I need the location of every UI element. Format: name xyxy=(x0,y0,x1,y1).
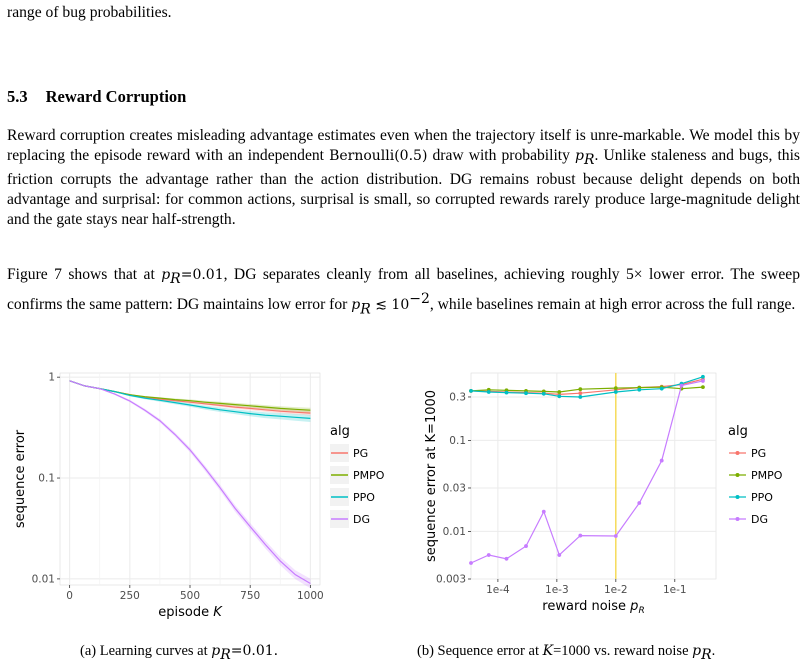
y-tick-label: 0.1 xyxy=(38,472,55,485)
series-point-ppo xyxy=(505,391,509,395)
series-point-ppo xyxy=(578,395,582,399)
legend-key-point-ppo xyxy=(736,495,740,499)
y-tick-label: 0.01 xyxy=(442,525,466,538)
legend-label-pmpo: PMPO xyxy=(353,469,385,482)
series-point-dg xyxy=(557,553,561,557)
series-point-pmpo xyxy=(578,387,582,391)
caption-b-sub: R xyxy=(701,646,712,663)
y-tick-label: 0.01 xyxy=(31,573,55,586)
x-tick-label: 750 xyxy=(240,590,261,602)
paragraph-1 xyxy=(7,126,800,230)
p2-eq: =0.01 xyxy=(180,267,224,283)
section-title: Reward Corruption xyxy=(45,87,187,106)
caption-b-post: . xyxy=(711,643,716,659)
series-point-dg xyxy=(614,534,618,538)
legend-key-point-pmpo xyxy=(736,473,740,477)
p2-exponent: −2 xyxy=(409,291,430,308)
legend-key-point-dg xyxy=(736,517,740,521)
p2-p-sub: R xyxy=(170,271,181,288)
x-axis-label-text: episode xyxy=(158,605,214,620)
x-tick-label: 1000 xyxy=(297,590,324,602)
series-point-ppo xyxy=(487,390,491,394)
caption-b-p: p xyxy=(692,643,702,659)
x-tick-label: 0 xyxy=(66,590,73,602)
x-axis-label-symbol: K xyxy=(213,605,222,620)
series-point-dg xyxy=(524,544,528,548)
legend-label-pg: PG xyxy=(353,447,369,460)
x-axis-label xyxy=(542,599,644,616)
series-point-dg xyxy=(505,557,509,561)
x-axis-label-symbol: p xyxy=(630,599,639,614)
series-point-pmpo xyxy=(614,386,618,390)
legend-key-point-pg xyxy=(736,451,740,455)
paragraph-2 xyxy=(7,265,800,319)
p1-text-b: draw with probability xyxy=(427,147,575,164)
y-tick-label: 0.3 xyxy=(449,391,466,404)
y-tick-label: 0.003 xyxy=(435,573,466,586)
series-point-dg xyxy=(578,534,582,538)
learning-curves-chart xyxy=(0,360,400,625)
x-axis-label-text: reward noise xyxy=(542,599,631,614)
section-heading xyxy=(7,87,186,107)
series-point-dg xyxy=(487,553,491,557)
series-point-dg xyxy=(469,561,473,565)
p2-text-a: Figure 7 shows that at xyxy=(7,266,162,283)
section-number: 5.3 xyxy=(7,87,28,106)
caption-a-sub: R xyxy=(220,646,231,663)
x-tick-label: 1e-2 xyxy=(604,584,628,596)
series-point-ppo xyxy=(542,392,546,396)
series-point-ppo xyxy=(614,390,618,394)
figure-b xyxy=(408,360,808,625)
p1-p-symbol: p xyxy=(575,148,584,164)
p2-text-b: , DG separates cleanly from all baselines, achieving roughly 5× lower error. The sweep confirms the same pattern: DG maintains low error for xyxy=(7,266,800,314)
p1-bernoulli: Bernoulli(0.5) xyxy=(329,148,428,164)
figure-a xyxy=(0,360,400,625)
legend-label-ppo: PPO xyxy=(353,491,375,504)
caption-b-pre: (b) Sequence error at xyxy=(417,643,543,659)
x-tick-label: 1e-3 xyxy=(545,584,569,596)
y-tick-label: 1 xyxy=(48,371,55,384)
legend-title: alg xyxy=(728,424,748,439)
series-point-ppo xyxy=(660,387,664,391)
series-point-ppo xyxy=(701,375,705,379)
x-tick-label: 1e-4 xyxy=(486,584,510,596)
top-fragment: range of bug probabilities. xyxy=(7,4,172,21)
y-tick-label: 0.1 xyxy=(449,434,466,447)
legend-label-pmpo: PMPO xyxy=(751,469,783,482)
p2-p-symbol-2: p xyxy=(351,297,361,314)
series-point-pg xyxy=(578,391,582,395)
caption-b-mid: =1000 vs. reward noise xyxy=(553,643,693,659)
p2-p-symbol: p xyxy=(161,267,171,283)
p2-text-c: , while baselines remain at high error across the full range. xyxy=(429,296,796,314)
x-tick-label: 250 xyxy=(119,590,140,602)
p1-text-a: Reward corruption creates misleading advantage estimates even when the trajectory itself is unre-markable. We model this by replacing the episode reward with an independent xyxy=(7,127,800,164)
x-axis-label-sub: R xyxy=(638,606,645,616)
series-point-ppo xyxy=(524,391,528,395)
caption-a xyxy=(80,643,278,663)
p1-text-c: . Unlike staleness and bugs, this friction corrupts the advantage rather than the action distribution. DG remains robust because delight depends on both advantage and surprisal: for common actions, surprisal is small, so corrupted rewards rarely produce large-magnitude delight and the gate stays near half-strength. xyxy=(7,147,800,229)
series-point-ppo xyxy=(637,388,641,392)
series-point-dg xyxy=(542,510,546,514)
noise-sweep-chart xyxy=(408,360,808,625)
series-point-ppo xyxy=(469,389,473,393)
series-point-pmpo xyxy=(701,385,705,389)
legend-label-pg: PG xyxy=(751,447,767,460)
legend-label-ppo: PPO xyxy=(751,491,773,504)
legend-label-dg: DG xyxy=(353,513,370,526)
series-point-pmpo xyxy=(557,390,561,394)
plot-panel xyxy=(471,373,716,579)
caption-a-p: p xyxy=(211,643,221,659)
y-axis-label: sequence error xyxy=(13,429,28,529)
series-point-dg xyxy=(637,501,641,505)
series-point-dg xyxy=(701,379,705,383)
series-point-dg xyxy=(660,459,664,463)
series-point-ppo xyxy=(557,394,561,398)
p2-p-sub-2: R xyxy=(360,301,371,318)
series-point-dg xyxy=(680,384,684,388)
caption-b xyxy=(417,643,715,663)
y-axis-label: sequence error at K=1000 xyxy=(424,389,439,563)
p2-lesssim: ≲ 10 xyxy=(370,297,410,314)
p1-p-sub: R xyxy=(583,152,595,169)
caption-b-K: K xyxy=(542,643,554,659)
y-tick-label: 0.03 xyxy=(442,482,466,495)
caption-a-post: =0.01. xyxy=(230,643,279,659)
x-tick-label: 500 xyxy=(179,590,201,602)
caption-a-pre: (a) Learning curves at xyxy=(80,643,212,659)
x-tick-label: 1e-1 xyxy=(662,584,687,596)
x-axis-label xyxy=(158,605,223,620)
legend-title: alg xyxy=(330,424,350,439)
legend-label-dg: DG xyxy=(751,513,768,526)
